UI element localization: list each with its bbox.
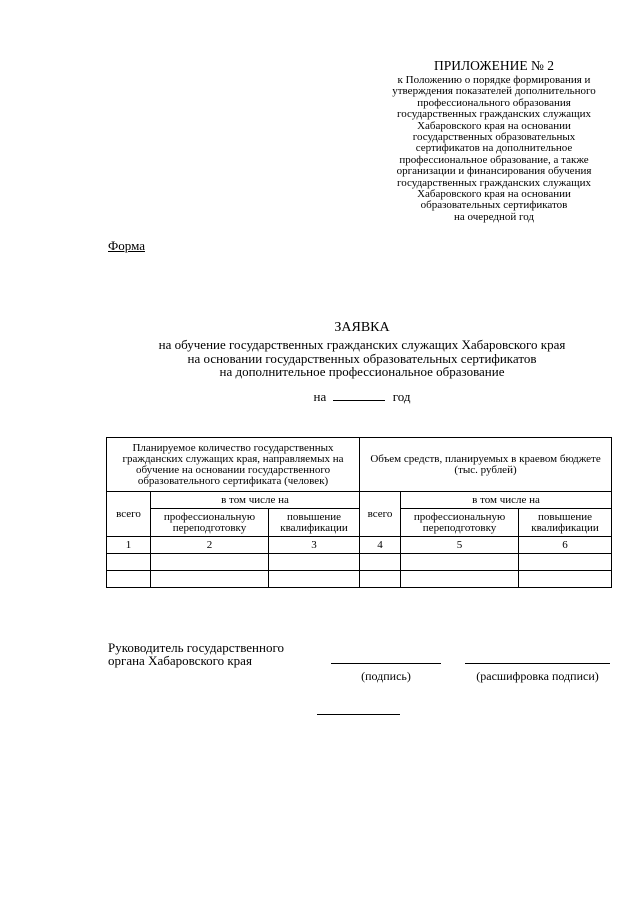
signature-decoding-line[interactable]: [465, 663, 610, 664]
appendix-text: [376, 75, 612, 223]
year-line: [90, 389, 634, 405]
table-column-header-row: [107, 509, 612, 537]
appendix-line: государственных образовательных: [412, 131, 576, 144]
document-heading: [90, 320, 634, 379]
column-number-row: [107, 537, 612, 554]
column-number: 2: [151, 537, 269, 554]
total-header: всего: [360, 492, 401, 537]
column-number: 3: [269, 537, 360, 554]
year-suffix: год: [392, 389, 411, 404]
appendix-line: профессионального образования: [417, 96, 571, 109]
signature-line[interactable]: [331, 663, 441, 664]
appendix-line: государственных гражданских служащих: [397, 176, 591, 189]
table-cell[interactable]: [401, 554, 519, 571]
table-cell[interactable]: [360, 571, 401, 588]
table-header-row: [107, 438, 612, 492]
table-cell[interactable]: [269, 554, 360, 571]
appendix-title: ПРИЛОЖЕНИЕ № 2: [433, 58, 555, 73]
table-cell[interactable]: [360, 554, 401, 571]
table-cell[interactable]: [519, 554, 612, 571]
table-cell[interactable]: [151, 571, 269, 588]
column-number: 5: [401, 537, 519, 554]
table-row: [107, 571, 612, 588]
table-cell[interactable]: [151, 554, 269, 571]
appendix-line: Хабаровского края на основании: [417, 188, 571, 201]
qualification-header: повышение квалификации: [269, 509, 360, 537]
column-number: 6: [519, 537, 612, 554]
table-row: [107, 554, 612, 571]
table-subheader-row: [107, 492, 612, 509]
including-header: в том числе на: [401, 492, 612, 509]
subtitle-line: на основании государственных образовательных сертификатов: [187, 350, 537, 366]
column-number: 4: [360, 537, 401, 554]
appendix-line: государственных гражданских служащих: [397, 108, 591, 121]
request-table: [106, 437, 612, 588]
total-header: всего: [107, 492, 151, 537]
appendix-line: на очередной год: [453, 210, 535, 223]
appendix-line: к Положению о порядке формирования и: [397, 74, 591, 86]
table-cell[interactable]: [107, 571, 151, 588]
table-cell[interactable]: [401, 571, 519, 588]
table-cell[interactable]: [269, 571, 360, 588]
document-subtitle: [90, 338, 634, 379]
retraining-header: профессиональную переподготовку: [151, 509, 269, 537]
subtitle-line: на дополнительное профессиональное образование: [219, 364, 505, 380]
appendix-line: организации и финансирования обучения: [396, 165, 592, 178]
table-cell[interactable]: [519, 571, 612, 588]
column-number: 1: [107, 537, 151, 554]
year-blank-field[interactable]: [333, 390, 385, 401]
group-header-people: Планируемое количество государственных гражданских служащих края, направляемых на обучение на основании государственного образовательного сертификата (человек): [107, 438, 360, 492]
appendix-line: образовательных сертификатов: [420, 199, 568, 212]
subtitle-line: на обучение государственных гражданских служащих Хабаровского края: [158, 337, 566, 352]
document-title: ЗАЯВКА: [334, 320, 390, 335]
appendix-line: сертификатов на дополнительное: [415, 142, 573, 155]
year-prefix: на: [313, 389, 327, 404]
signer-title-line: Руководитель государственного: [108, 640, 284, 655]
end-divider: [317, 714, 400, 715]
including-header: в том числе на: [151, 492, 360, 509]
signature-label: (подпись): [361, 669, 411, 683]
qualification-header: повышение квалификации: [519, 509, 612, 537]
appendix-line: Хабаровского края на основании: [417, 119, 571, 132]
appendix-line: профессиональное образование, а также: [399, 153, 589, 166]
signer-block: [108, 641, 284, 667]
signature-decoding-label: (расшифровка подписи): [476, 669, 599, 683]
signer-title-line: органа Хабаровского края: [108, 653, 252, 668]
appendix-line: утверждения показателей дополнительного: [392, 85, 596, 98]
form-label: Форма: [108, 238, 145, 253]
appendix-block: [376, 58, 612, 223]
retraining-header: профессиональную переподготовку: [401, 509, 519, 537]
table-cell[interactable]: [107, 554, 151, 571]
group-header-funds: Объем средств, планируемых в краевом бюджете (тыс. рублей): [360, 438, 612, 492]
